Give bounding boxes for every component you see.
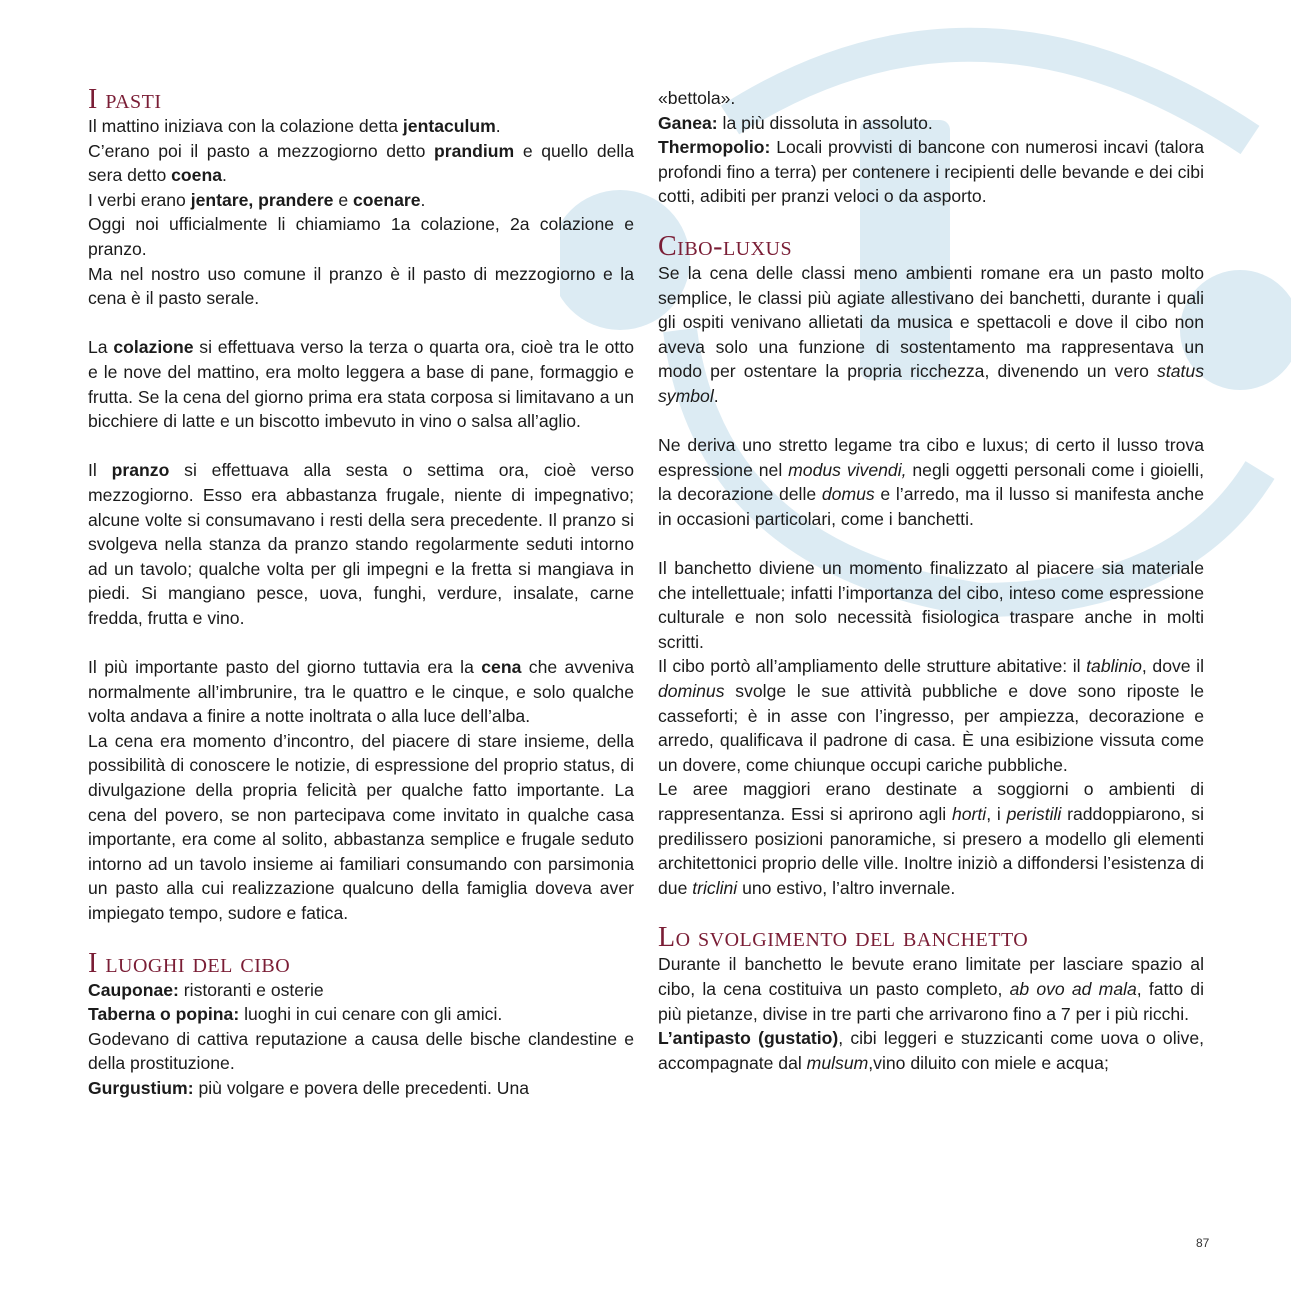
paragraph: Cauponae: ristoranti e osterie [88,979,324,1000]
paragraph: L’antipasto (gustatio), cibi leggeri e stuzzicanti come uova o olive, accompagnate dal mulsum,vino diluito con miele e acqua; [658,1028,1204,1073]
paragraph: Ma nel nostro uso comune il pranzo è il pasto di mezzogiorno e la cena è il pasto serale. [88,263,634,309]
heading-lo-svolgimento-del-banchetto: Lo svolgimento del banchetto [658,922,1029,954]
paragraph-colazione: La colazione si effettuava verso la terza o quarta ora, cioè tra le otto e le nove del mattino, era molto leggera a base di pane, formaggio e frutta. Se la cena del giorno prima era stata corposa si limitavano a un bicchiere di latte e un biscotto imbevuto in vino o salsa all’aglio. [88,337,634,432]
paragraph: La cena era momento d’incontro, del piacere di stare insieme, della possibilità di conoscere le notizie, di espressione del proprio status, di divulgazione della propria felicità per qualche fatto importante. La cena del povero, se non partecipava come invitato in qualche casa importante, era come al solito, abbastanza semplice e frugale seduto intorno ad un tavolo insieme ai familiari consumando con parsimonia un pasto alla cui realizzazione qualcuno della famiglia doveva aver impiegato tempo, sudore e fatica. [88,730,634,923]
paragraph-pranzo: Il pranzo si effettuava alla sesta o settima ora, cioè verso mezzogiorno. Esso era abbastanza frugale, niente di impegnativo; alcune volte si consumavano i resti della sera precedente. Il pranzo si svolgeva nella stanza da pranzo stando regolarmente seduti intorno ad un tavolo; qualche volta per gli impegni e la fretta si mangiava in piedi. Si mangiano pesce, uova, funghi, verdure, insalate, carne fredda, frutta e vino. [88,460,635,628]
paragraph: C’erano poi il pasto a mezzogiorno detto prandium e quello della sera detto coena. [88,140,635,186]
heading-i-luoghi-del-cibo: I luoghi del cibo [88,947,291,979]
paragraph: Taberna o popina: luoghi in cui cenare con gli amici. [88,1004,503,1025]
paragraph: Il banchetto diviene un momento finalizzato al piacere sia materiale che intellettuale; infatti l’importanza del cibo, inteso come espressione culturale e non solo necessità fisiologica traspare anche in molti scritti. [658,558,1204,652]
paragraph: Durante il banchetto le bevute erano limitate per lasciare spazio al cibo, la cena costituiva un pasto completo, ab ovo ad mala, fatto di più pietanze, divise in tre parti che arrivarono fino a 7 per i più ricchi. [658,954,1204,1024]
paragraph: Oggi noi ufficialmente li chiamiamo 1a colazione, 2a colazione e pranzo. [88,214,634,259]
paragraph: Se la cena delle classi meno ambienti romane era un pasto molto semplice, le classi più agiate allestivano dei banchetti, durante i quali gli ospiti venivano allietati da musica e spettacoli e dove il cibo non aveva solo una funzione di sostentamento ma rappresentava un modo per ostentare la propria ricchezza, divenendo un vero status symbol. [658,262,1204,406]
paragraph: Il mattino iniziava con la colazione detta jentaculum. [88,116,501,136]
right-column [658,86,1204,1075]
paragraph: Il cibo portò all’ampliamento delle strutture abitative: il tablinio, dove il dominus svolge le sue attività pubbliche e dove sono riposte le casseforti; è in asse con l’ingresso, per ampiezza, decorazione e arredo, qualificava il padrone di casa. È una esibizione vissuta come un dovere, come chiunque occupi cariche pubbliche. [658,656,1204,775]
heading-cibo-luxus: Cibo-luxus [658,230,793,262]
paragraph: Thermopolio: Locali provvisti di bancone con numerosi incavi (talora profondi fino a terra) per contenere i recipienti delle bevande e dei cibi cotti, adibiti per pranzi veloci o da asporto. [658,137,1204,207]
left-column [88,86,634,1101]
page-number: 87 [1196,1236,1210,1250]
paragraph-cena: Il più importante pasto del giorno tuttavia era la cena che avveniva normalmente all’imbrunire, tra le quattro e le cinque, e solo qualche volta andava a finire a notte inoltrata o alla luce dell’alba. [88,657,634,727]
paragraph: Godevano di cattiva reputazione a causa delle bische clandestine e della prostituzione. [88,1028,634,1074]
paragraph: Gurgustium: più volgare e povera delle precedenti. Una [88,1077,530,1098]
paragraph: Le aree maggiori erano destinate a soggiorni o ambienti di rappresentanza. Essi si aprirono agli horti, i peristili raddoppiarono, si predilissero posizioni panoramiche, si presero a modello gli elementi architettonici proprio delle ville. Inoltre iniziò a diffondersi l’esistenza di due triclini uno estivo, l’altro invernale. [658,779,1204,898]
paragraph: Ne deriva uno stretto legame tra cibo e luxus; di certo il lusso trova espressione nel modus vivendi, negli oggetti personali come i gioielli, la decorazione delle domus e l’arredo, ma il lusso si manifesta anche in occasioni particolari, come i banchetti. [658,435,1205,529]
heading-i-pasti: I pasti [88,84,162,115]
paragraph: «bettola». [658,88,736,108]
paragraph: I verbi erano jentare, prandere e coenare. [88,189,426,210]
paragraph: Ganea: la più dissoluta in assoluto. [658,112,933,133]
